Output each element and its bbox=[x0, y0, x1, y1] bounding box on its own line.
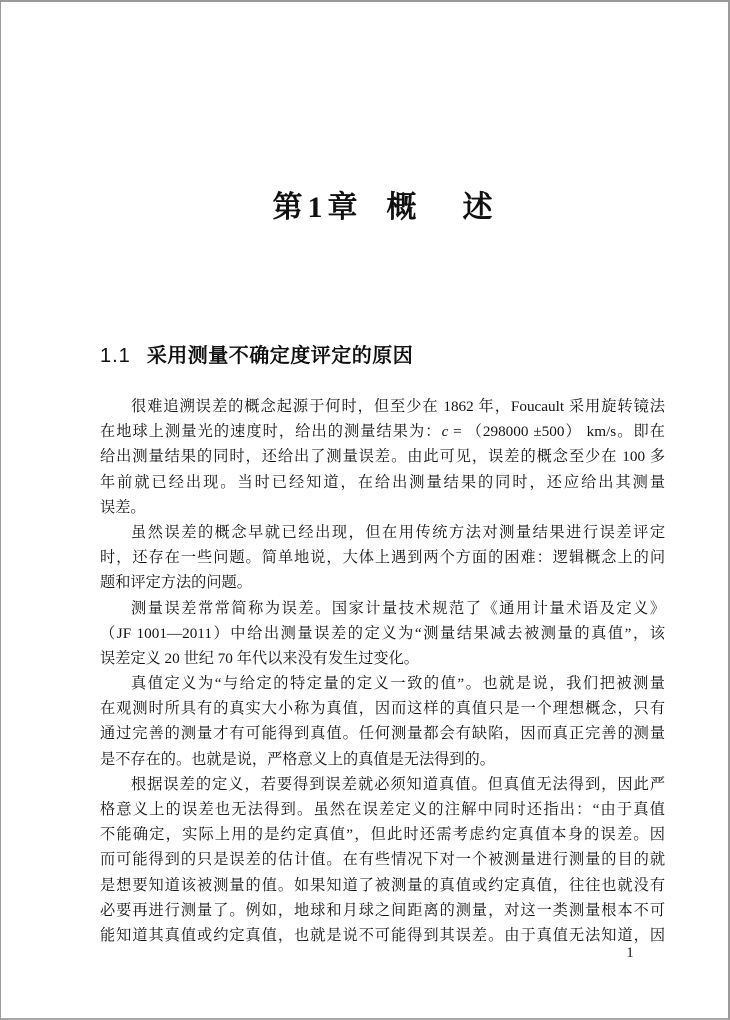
body-line: 真值定义为“与给定的特定量的定义一致的值”。也就是说，我们把被测量 bbox=[131, 675, 665, 693]
paragraph-3 bbox=[100, 596, 665, 672]
paragraph-4 bbox=[100, 671, 665, 772]
body-line: 测量误差常常简称为误差。国家计量技术规范了《通用计量术语及定义》 bbox=[131, 599, 665, 617]
page-number: 1 bbox=[626, 945, 634, 961]
body-line: 时，还存在一些问题。简单地说，大体上遇到两个方面的困难：逻辑概念上的问 bbox=[100, 549, 665, 567]
body-line: 不能确定，实际上用的是约定真值”，但此时还需考虑约定真值本身的误差。因 bbox=[100, 826, 665, 844]
body-line: 年前就已经出现。当时已经知道，在给出测量结果的同时，还应给出其测量 bbox=[100, 473, 665, 491]
body-line: 格意义上的误差也无法得到。虽然在误差定义的注解中同时还指出：“由于真值 bbox=[100, 801, 665, 818]
body-line: 必要再进行测量了。例如，地球和月球之间距离的测量，对这一类测量根本不可 bbox=[100, 901, 665, 919]
chapter-title-word-1: 概 bbox=[386, 191, 417, 224]
body-line: 是想要知道该被测量的值。如果知道了被测量的真值或约定真值，往往也就没有 bbox=[100, 876, 665, 894]
paragraph-1 bbox=[100, 394, 665, 520]
section-heading bbox=[100, 343, 665, 369]
body-line: 虽然误差的概念早就已经出现，但在用传统方法对测量结果进行误差评定 bbox=[131, 523, 665, 541]
paragraph-5 bbox=[100, 772, 665, 948]
chapter-title-word-2: 述 bbox=[462, 191, 493, 224]
body-line: 误差定义 20 世纪 70 年代以来没有发生过变化。 bbox=[100, 649, 419, 667]
formula-pre-text: 在地球上测量光的速度时，给出的测量结果为： bbox=[100, 423, 442, 441]
body-line: 是不存在的。也就是说，严格意义上的真值是无法得到的。 bbox=[100, 750, 495, 768]
formula-post-text: = （298000 ±500） km/s。即在 bbox=[448, 423, 665, 441]
body-line: （JF 1001—2011）中给出测量误差的定义为“测量结果减去被测量的真值”，该 bbox=[100, 624, 665, 642]
body-text bbox=[100, 394, 665, 948]
body-line: 能知道其真值或约定真值，也就是说不可能得到其误差。由于真值无法知道，因 bbox=[100, 926, 665, 944]
body-line: 题和评定方法的问题。 bbox=[100, 574, 252, 592]
body-line: 在观测时所具有的真实大小称为真值，因而这样的真值只是一个理想概念，只有 bbox=[100, 700, 665, 718]
section-title: 采用测量不确定度评定的原因 bbox=[146, 345, 414, 367]
speed-of-light-variable: c bbox=[441, 423, 449, 441]
chapter-label: 第1章 bbox=[272, 191, 363, 224]
body-line: 而可能得到的只是误差的估计值。在有些情况下对一个被测量进行测量的目的就 bbox=[100, 851, 665, 869]
paragraph-2 bbox=[100, 520, 665, 596]
chapter-title bbox=[100, 191, 665, 225]
body-line-formula bbox=[100, 419, 665, 444]
section-number: 1.1 bbox=[100, 345, 131, 367]
body-line: 误差。 bbox=[100, 498, 146, 516]
body-line: 通过完善的测量才有可能得到真值。任何测量都会有缺陷，因而真正完善的测量 bbox=[100, 725, 665, 743]
body-line: 很难追溯误差的概念起源于何时，但至少在 1862 年，Foucault 采用旋转镜法 bbox=[131, 398, 665, 415]
body-line: 给出测量结果的同时，还给出了测量误差。由此可见，误差的概念至少在 100 多 bbox=[100, 448, 665, 466]
body-line: 根据误差的定义，若要得到误差就必须知道真值。但真值无法得到，因此严 bbox=[131, 775, 665, 793]
